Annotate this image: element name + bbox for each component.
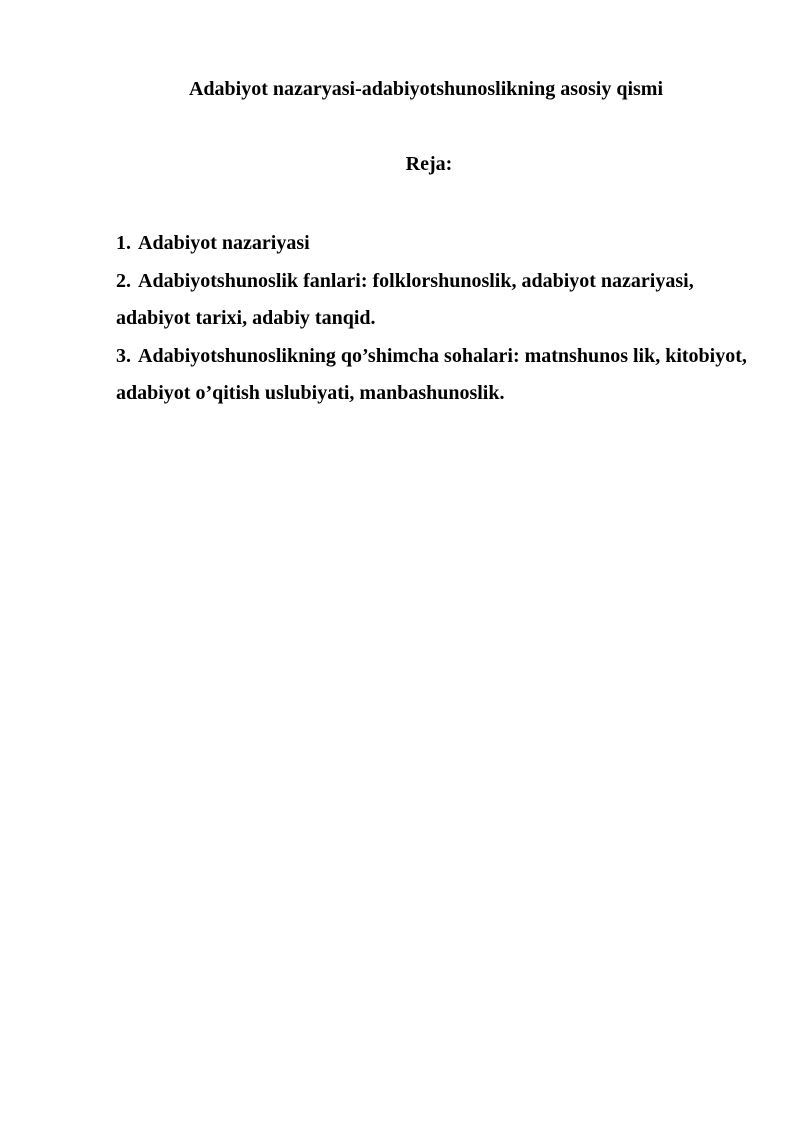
plan-item-number: 3. bbox=[116, 344, 131, 367]
plan-item-number: 1. bbox=[116, 232, 131, 254]
plan-list bbox=[116, 225, 756, 413]
document-title: Adabiyot nazaryasi-adabiyotshunoslikning asosiy qismi bbox=[188, 78, 664, 100]
plan-item-number: 2. bbox=[116, 269, 131, 292]
plan-item-3 bbox=[116, 338, 756, 413]
plan-item-text: Adabiyotshunoslik fanlari: folklorshunoslik, adabiyot nazariyasi, adabiyot tarixi, adabiy tanqid. bbox=[116, 269, 694, 329]
plan-item-text: Adabiyot nazariyasi bbox=[138, 232, 310, 254]
plan-heading: Reja: bbox=[405, 153, 453, 175]
plan-item-text: Adabiyotshunoslikning qo’shimcha sohalari: matnshunos lik, kitobiyot, adabiyot o’qitish uslubiyati, manbashunoslik. bbox=[116, 344, 747, 404]
plan-item-1 bbox=[116, 225, 756, 263]
plan-item-2 bbox=[116, 263, 756, 338]
